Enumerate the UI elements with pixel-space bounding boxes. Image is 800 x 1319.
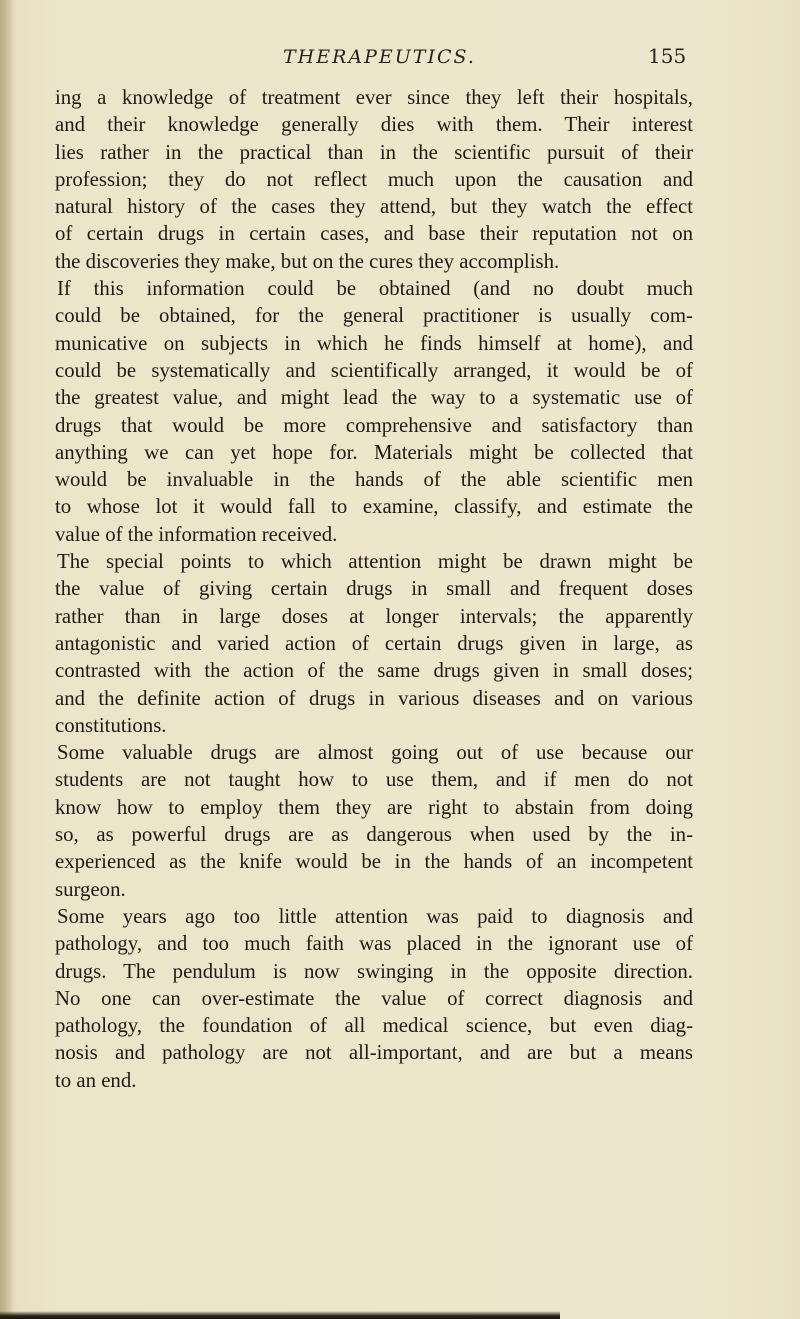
text-line: profession; they do not reflect much upon the causation and — [55, 167, 693, 191]
text-line: antagonistic and varied action of certain drugs given in large, as — [55, 631, 693, 655]
paragraph — [55, 739, 693, 903]
text-line: rather than in large doses at longer intervals; the apparently — [55, 604, 693, 628]
text-line: the value of giving certain drugs in small and frequent doses — [55, 577, 693, 601]
text-line: The special points to which attention might be drawn might be — [57, 550, 693, 574]
text-line: ing a knowledge of treatment ever since they left their hospitals, — [55, 86, 693, 109]
text-line: students are not taught how to use them, and if men do not — [55, 768, 693, 792]
page-number: 155 — [648, 44, 687, 68]
text-line: could be systematically and scientifically arranged, it would be of — [55, 358, 693, 382]
paragraph — [55, 903, 693, 1094]
text-line: If this information could be obtained (and no doubt much — [57, 277, 693, 301]
text-line: constitutions. — [55, 713, 167, 737]
text-line: Some valuable drugs are almost going out of use because our — [57, 741, 693, 765]
text-line: lies rather in the practical than in the scientific pursuit of their — [55, 140, 693, 164]
text-line: municative on subjects in which he finds himself at home), and — [55, 331, 693, 355]
text-line: anything we can yet hope for. Materials might be collected that — [55, 440, 693, 464]
text-line: and the definite action of drugs in various diseases and on various — [55, 686, 693, 710]
text-line: value of the information received. — [55, 522, 338, 546]
body-text — [55, 84, 693, 1094]
text-line: to an end. — [55, 1068, 137, 1092]
page-bottom-edge — [0, 1311, 560, 1319]
text-line: contrasted with the action of the same drugs given in small doses; — [55, 659, 693, 683]
text-line: know how to employ them they are right to abstain from doing — [55, 795, 693, 819]
spine-shadow — [0, 0, 14, 1319]
text-line: and their knowledge generally dies with them. Their interest — [55, 113, 693, 137]
paragraph — [55, 84, 693, 275]
text-line: nosis and pathology are not all-important, and are but a means — [55, 1041, 693, 1065]
text-line: experienced as the knife would be in the hands of an incompetent — [55, 850, 693, 874]
text-line: pathology, the foundation of all medical science, but even diag- — [55, 1014, 693, 1038]
text-line: pathology, and too much faith was placed in the ignorant use of — [55, 932, 693, 956]
text-line: drugs that would be more comprehensive and satisfactory than — [55, 413, 693, 437]
text-line: drugs. The pendulum is now swinging in the opposite direction. — [55, 959, 693, 983]
text-line: Some years ago too little attention was paid to diagnosis and — [57, 904, 693, 928]
text-line: would be invaluable in the hands of the able scientific men — [55, 468, 693, 492]
running-head: THERAPEUTICS. — [283, 46, 476, 68]
paragraph — [55, 275, 693, 548]
text-line: the greatest value, and might lead the way to a systematic use of — [55, 386, 693, 410]
text-line: surgeon. — [55, 877, 126, 901]
text-line: could be obtained, for the general practitioner is usually com- — [55, 304, 693, 328]
text-line: natural history of the cases they attend, but they watch the effect — [55, 195, 693, 219]
text-line: of certain drugs in certain cases, and base their reputation not on — [55, 222, 693, 246]
text-line: No one can over-estimate the value of correct diagnosis and — [55, 986, 693, 1010]
text-line: the discoveries they make, but on the cures they accomplish. — [55, 249, 560, 273]
paragraph — [55, 548, 693, 739]
text-line: so, as powerful drugs are as dangerous when used by the in- — [55, 823, 693, 847]
text-line: to whose lot it would fall to examine, classify, and estimate the — [55, 495, 693, 519]
